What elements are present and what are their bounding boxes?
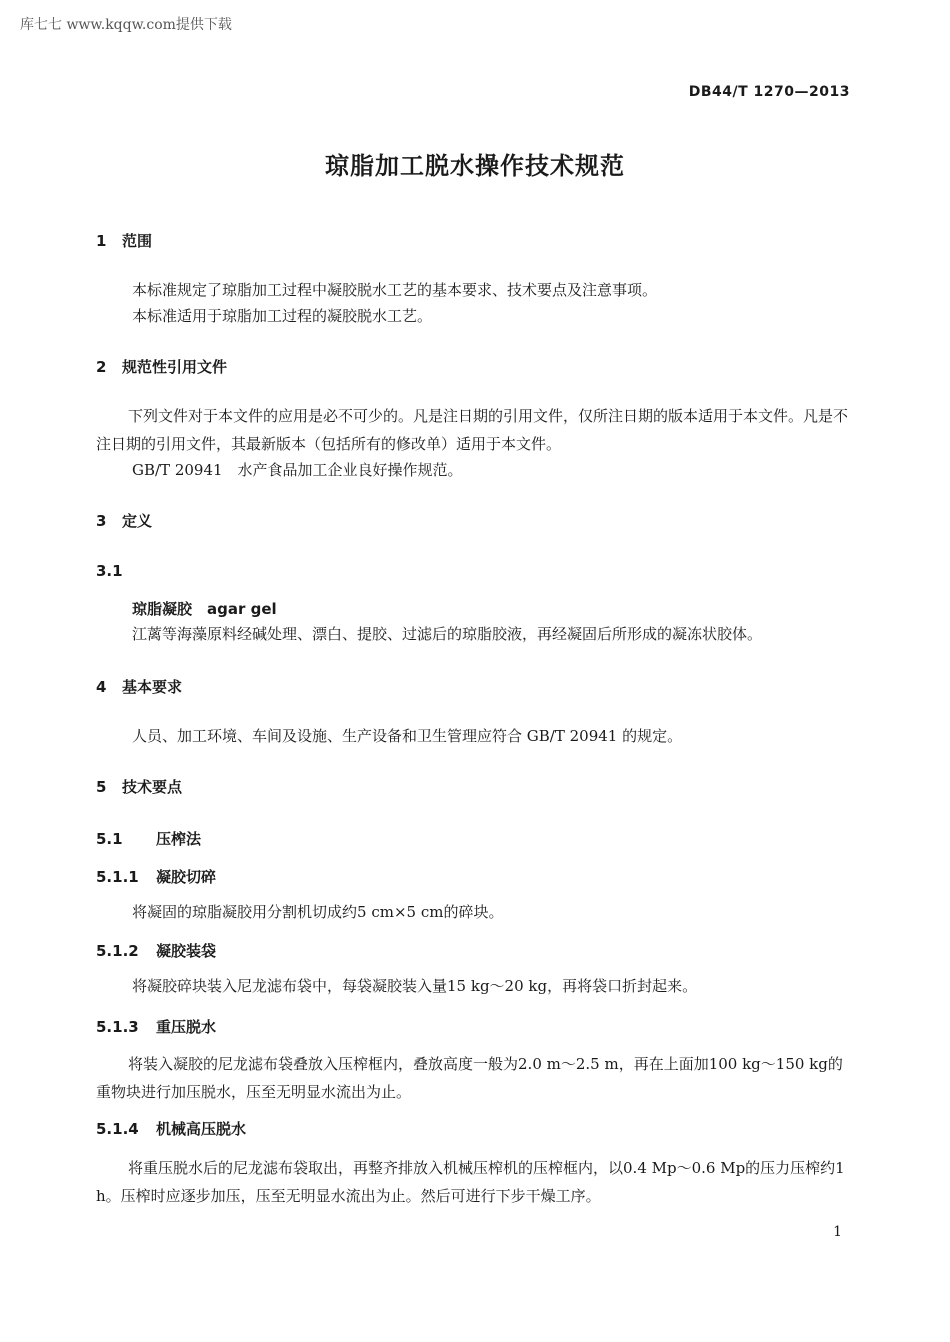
gel-bagging-paragraph: 将凝胶碎块装入尼龙滤布袋中，每袋凝胶装入量15 kg～20 kg，再将袋口折封起来。 xyxy=(132,977,698,995)
references-paragraph: 下列文件对于本文件的应用是必不可少的。凡是注日期的引用文件，仅所注日期的版本适用于本文件。凡是不注日期的引用文件，其最新版本（包括所有的修改单）适用于本文件。 xyxy=(96,407,849,453)
section-1-heading xyxy=(96,230,152,251)
subsection-title: 机械高压脱水 xyxy=(156,1120,247,1138)
subsection-number: 5.1.2 xyxy=(96,942,139,960)
section-title: 规范性引用文件 xyxy=(122,358,228,376)
scope-paragraph-2: 本标准适用于琼脂加工过程的凝胶脱水工艺。 xyxy=(132,307,433,325)
subsection-number: 5.1 xyxy=(96,830,123,848)
requirements-paragraph: 人员、加工环境、车间及设施、生产设备和卫生管理应符合 GB/T 20941 的规定。 xyxy=(132,727,683,745)
page-number: 1 xyxy=(833,1224,842,1240)
reference-item: GB/T 20941 水产食品加工企业良好操作规范。 xyxy=(132,461,463,479)
section-title: 范围 xyxy=(122,232,153,250)
section-2-heading xyxy=(96,356,227,377)
machine-press-paragraph: 将重压脱水后的尼龙滤布袋取出，再整齐排放入机械压榨机的压榨框内，以0.4 Mp～0.6 Mp的压力压榨约1 h。压榨时应逐步加压，压至无明显水流出为止。然后可进行下步干燥工序。 xyxy=(96,1159,845,1205)
heavy-press-paragraph: 将装入凝胶的尼龙滤布袋叠放入压榨框内，叠放高度一般为2.0 m～2.5 m，再在上面加100 kg～150 kg的重物块进行加压脱水，压至无明显水流出为止。 xyxy=(96,1055,843,1101)
section-4-heading xyxy=(96,676,182,697)
subsection-3-1-number: 3.1 xyxy=(96,562,123,580)
section-title: 定义 xyxy=(122,512,153,530)
section-title: 基本要求 xyxy=(122,678,183,696)
term-name: 琼脂凝胶 agar gel xyxy=(132,600,277,618)
scope-paragraph-1: 本标准规定了琼脂加工过程中凝胶脱水工艺的基本要求、技术要点及注意事项。 xyxy=(132,281,658,299)
gel-cutting-paragraph: 将凝固的琼脂凝胶用分割机切成约5 cm×5 cm的碎块。 xyxy=(132,903,504,921)
subsection-title: 凝胶切碎 xyxy=(156,868,217,886)
subsection-title: 压榨法 xyxy=(156,830,202,848)
section-title: 技术要点 xyxy=(122,778,183,796)
subsection-title: 重压脱水 xyxy=(156,1018,217,1036)
subsection-number: 5.1.4 xyxy=(96,1120,139,1138)
section-number: 4 xyxy=(96,678,107,696)
subsection-5-1-heading xyxy=(96,828,201,849)
subsection-5-1-3-heading xyxy=(96,1016,216,1037)
subsection-number: 5.1.3 xyxy=(96,1018,139,1036)
watermark-text: 库七七 www.kqqw.com提供下载 xyxy=(20,17,232,33)
section-number: 1 xyxy=(96,232,107,250)
subsection-title: 凝胶装袋 xyxy=(156,942,217,960)
section-5-heading xyxy=(96,776,182,797)
subsection-5-1-1-heading xyxy=(96,866,216,887)
section-number: 2 xyxy=(96,358,107,376)
page-title: 琼脂加工脱水操作技术规范 xyxy=(325,152,625,180)
section-number: 3 xyxy=(96,512,107,530)
term-definition: 江蓠等海藻原料经碱处理、漂白、提胶、过滤后的琼脂胶液，再经凝固后所形成的凝冻状胶体。 xyxy=(132,625,763,643)
section-3-heading xyxy=(96,510,152,531)
section-number: 5 xyxy=(96,778,107,796)
subsection-5-1-4-heading xyxy=(96,1118,246,1139)
document-number: DB44/T 1270—2013 xyxy=(688,84,850,100)
subsection-5-1-2-heading xyxy=(96,940,216,961)
subsection-number: 5.1.1 xyxy=(96,868,139,886)
